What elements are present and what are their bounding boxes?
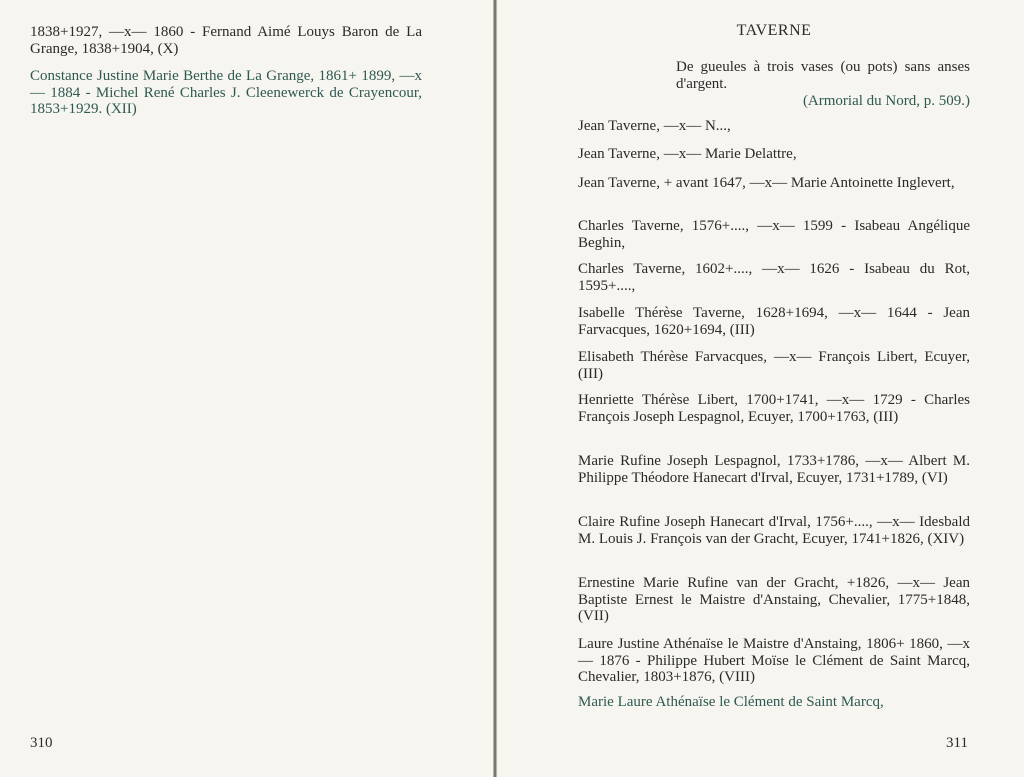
right-entry-7: Elisabeth Thérèse Farvacques, —x— François Libert, Ecuyer, (III) [578, 349, 970, 382]
right-entry-9: Marie Rufine Joseph Lespagnol, 1733+1786, —x— Albert M. Philippe Théodore Hanecart d'Irval, Ecuyer, 1731+1789, (VI) [578, 453, 970, 486]
right-entry-4: Charles Taverne, 1576+...., —x— 1599 - Isabeau Angélique Beghin, [578, 218, 970, 251]
armorial-citation: (Armorial du Nord, p. 509.) [802, 93, 970, 109]
right-entry-12: Laure Justine Athénaïse le Maistre d'Anstaing, 1806+ 1860, —x— 1876 - Philippe Hubert Moïse le Clément de Saint Marcq, Chevalier, 1803+1876, (VIII) [578, 636, 970, 685]
left-page-number: 310 [30, 735, 53, 751]
right-entry-13: Marie Laure Athénaïse le Clément de Saint Marcq, [578, 694, 884, 710]
right-page-number: 311 [946, 735, 968, 751]
left-entry-1: 1838+1927, —x— 1860 - Fernand Aimé Louys Baron de La Grange, 1838+1904, (X) [30, 24, 422, 57]
right-entry-8: Henriette Thérèse Libert, 1700+1741, —x— 1729 - Charles François Joseph Lespagnol, Ecuyer, 1700+1763, (III) [578, 392, 970, 425]
right-entry-5: Charles Taverne, 1602+...., —x— 1626 - Isabeau du Rot, 1595+...., [578, 261, 970, 294]
right-entry-1: Jean Taverne, —x— N..., [578, 118, 731, 134]
left-entry-2: Constance Justine Marie Berthe de La Grange, 1861+ 1899, —x— 1884 - Michel René Charles J. Cleenewerck de Crayencour, 1853+1929. (XII) [30, 68, 422, 117]
book-gutter [493, 0, 497, 777]
blazon-text: De gueules à trois vases (ou pots) sans anses d'argent. [676, 59, 970, 92]
right-entry-3: Jean Taverne, + avant 1647, —x— Marie Antoinette Inglevert, [578, 175, 955, 191]
right-entry-2: Jean Taverne, —x— Marie Delattre, [578, 146, 797, 162]
right-entry-6: Isabelle Thérèse Taverne, 1628+1694, —x— 1644 - Jean Farvacques, 1620+1694, (III) [578, 305, 970, 338]
right-entry-11: Ernestine Marie Rufine van der Gracht, +1826, —x— Jean Baptiste Ernest le Maistre d'Anstaing, Chevalier, 1775+1848, (VII) [578, 575, 970, 624]
section-title: TAVERNE [736, 22, 812, 39]
right-entry-10: Claire Rufine Joseph Hanecart d'Irval, 1756+...., —x— Idesbald M. Louis J. François van der Gracht, Ecuyer, 1741+1826, (XIV) [578, 514, 970, 547]
